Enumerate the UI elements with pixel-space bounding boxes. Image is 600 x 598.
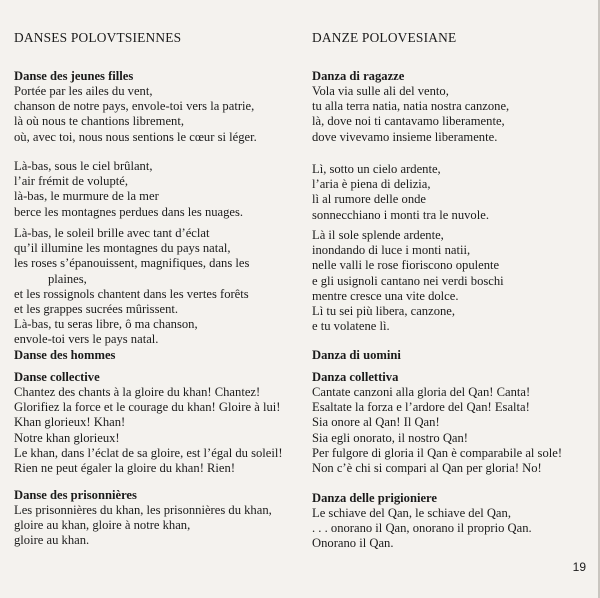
french-stanza-2 [14,159,296,220]
verse-line: Là-bas, tu seras libre, ô ma chanson, [14,317,198,332]
verse-line: Lì, sotto un cielo ardente, [312,162,441,176]
verse-line: l’aria è piena di delizia, [312,177,431,192]
verse-line: Khan glorieux! Khan! [14,415,126,430]
verse-line: Non c’è chi si compari al Qan per gloria! No! [312,461,542,476]
french-girls-section [14,69,296,145]
verse-line: Les prisonnières du khan, les prisonnières du khan, [14,503,272,517]
italian-prisoners-heading: Danza delle prigioniere [312,491,437,505]
verse-line: Onorano il Qan. [312,536,394,551]
verse-line: gloire au khan. [14,533,90,548]
french-column [14,30,296,548]
italian-girls-section [312,69,594,145]
verse-line: l’air frémit de volupté, [14,174,129,189]
verse-line: Rien ne peut égaler la gloire du khan! Rien! [14,461,236,476]
verse-line: Là-bas, le soleil brille avec tant d’éclat [14,226,210,240]
verse-line: inondando di luce i monti natii, [312,243,471,258]
verse-line: plaines, [48,271,87,286]
verse-line: Sia egli onorato, il nostro Qan! [312,430,468,445]
verse-line: nelle valli le rose fioriscono opulente [312,258,500,273]
italian-title: DANZE POLOVESIANE [312,30,457,45]
verse-line: Esaltate la forza e l’ardore del Qan! Esalta! [312,400,530,415]
french-stanza-3 [14,226,296,348]
verse-line: les roses s’épanouissent, magnifiques, dans les [14,256,250,271]
verse-line: là où nous te chantions librement, [14,114,184,129]
french-men-heading: Danse des hommes [14,348,116,362]
verse-line: Vola via sulle ali del vento, [312,84,449,98]
verse-line: chanson de notre pays, envole-toi vers la patrie, [14,99,255,114]
italian-stanza-2 [312,162,594,223]
italian-men-heading: Danza di uomini [312,348,401,362]
verse-line: e tu volatene lì. [312,319,390,334]
verse-line: Chantez des chants à la gloire du khan! Chantez! [14,385,261,399]
french-men-section [14,348,296,476]
verse-line: et les rossignols chantent dans les vertes forêts [14,286,249,301]
verse-line: Notre khan glorieux! [14,430,120,445]
verse-line: Le khan, dans l’éclat de sa gloire, est l’égal du soleil! [14,445,283,460]
verse-line: Là-bas, sous le ciel brûlant, [14,159,153,173]
verse-line: dove vivevamo insieme liberamente. [312,129,498,144]
verse-line: envole-toi vers le pays natal. [14,332,159,347]
verse-line: Cantate canzoni alla gloria del Qan! Canta! [312,385,531,399]
italian-men-section [312,348,594,476]
verse-line: mentre cresce una vite dolce. [312,288,459,303]
verse-line: Le schiave del Qan, le schiave del Qan, [312,506,511,520]
verse-line: berce les montagnes perdues dans les nuages. [14,204,244,219]
italian-men-subheading: Danza collettiva [312,370,399,384]
italian-column [312,30,594,551]
verse-line: Per fulgore di gloria il Qan è comparabile al sole! [312,445,563,460]
verse-line: là, dove noi ti cantavamo liberamente, [312,114,505,129]
verse-line: sonnecchiano i monti tra le nuvole. [312,207,489,222]
verse-line: Là il sole splende ardente, [312,228,444,242]
verse-line: là-bas, le murmure de la mer [14,189,159,204]
verse-line: et les grappes sucrées mûrissent. [14,302,179,317]
verse-line: Glorifiez la force et le courage du khan! Gloire à lui! [14,400,281,415]
french-men-subheading: Danse collective [14,370,100,384]
verse-line: où, avec toi, nous nous sentions le cœur si léger. [14,129,257,144]
verse-line: qu’il illumine les montagnes du pays natal, [14,241,231,256]
verse-line: Portée par les ailes du vent, [14,84,153,98]
italian-prisoners-section [312,491,594,552]
italian-stanza-3 [312,228,594,334]
french-prisoners-heading: Danse des prisonnières [14,488,137,502]
verse-line: e gli usignoli cantano nei verdi boschi [312,273,504,288]
verse-line: Sia onore al Qan! Il Qan! [312,415,440,430]
verse-line: Lì tu sei più libera, canzone, [312,304,456,319]
verse-line: gloire au khan, gloire à notre khan, [14,518,191,533]
french-title: DANSES POLOVTSIENNES [14,30,182,45]
verse-line: . . . onorano il Qan, onorano il proprio Qan. [312,521,532,536]
verse-line: lì al rumore delle onde [312,192,427,207]
verse-line: tu alla terra natia, natia nostra canzone, [312,99,510,114]
french-prisoners-section [14,488,296,549]
french-girls-heading: Danse des jeunes filles [14,69,134,83]
page-number: 19 [572,560,586,574]
italian-girls-heading: Danza di ragazze [312,69,405,83]
